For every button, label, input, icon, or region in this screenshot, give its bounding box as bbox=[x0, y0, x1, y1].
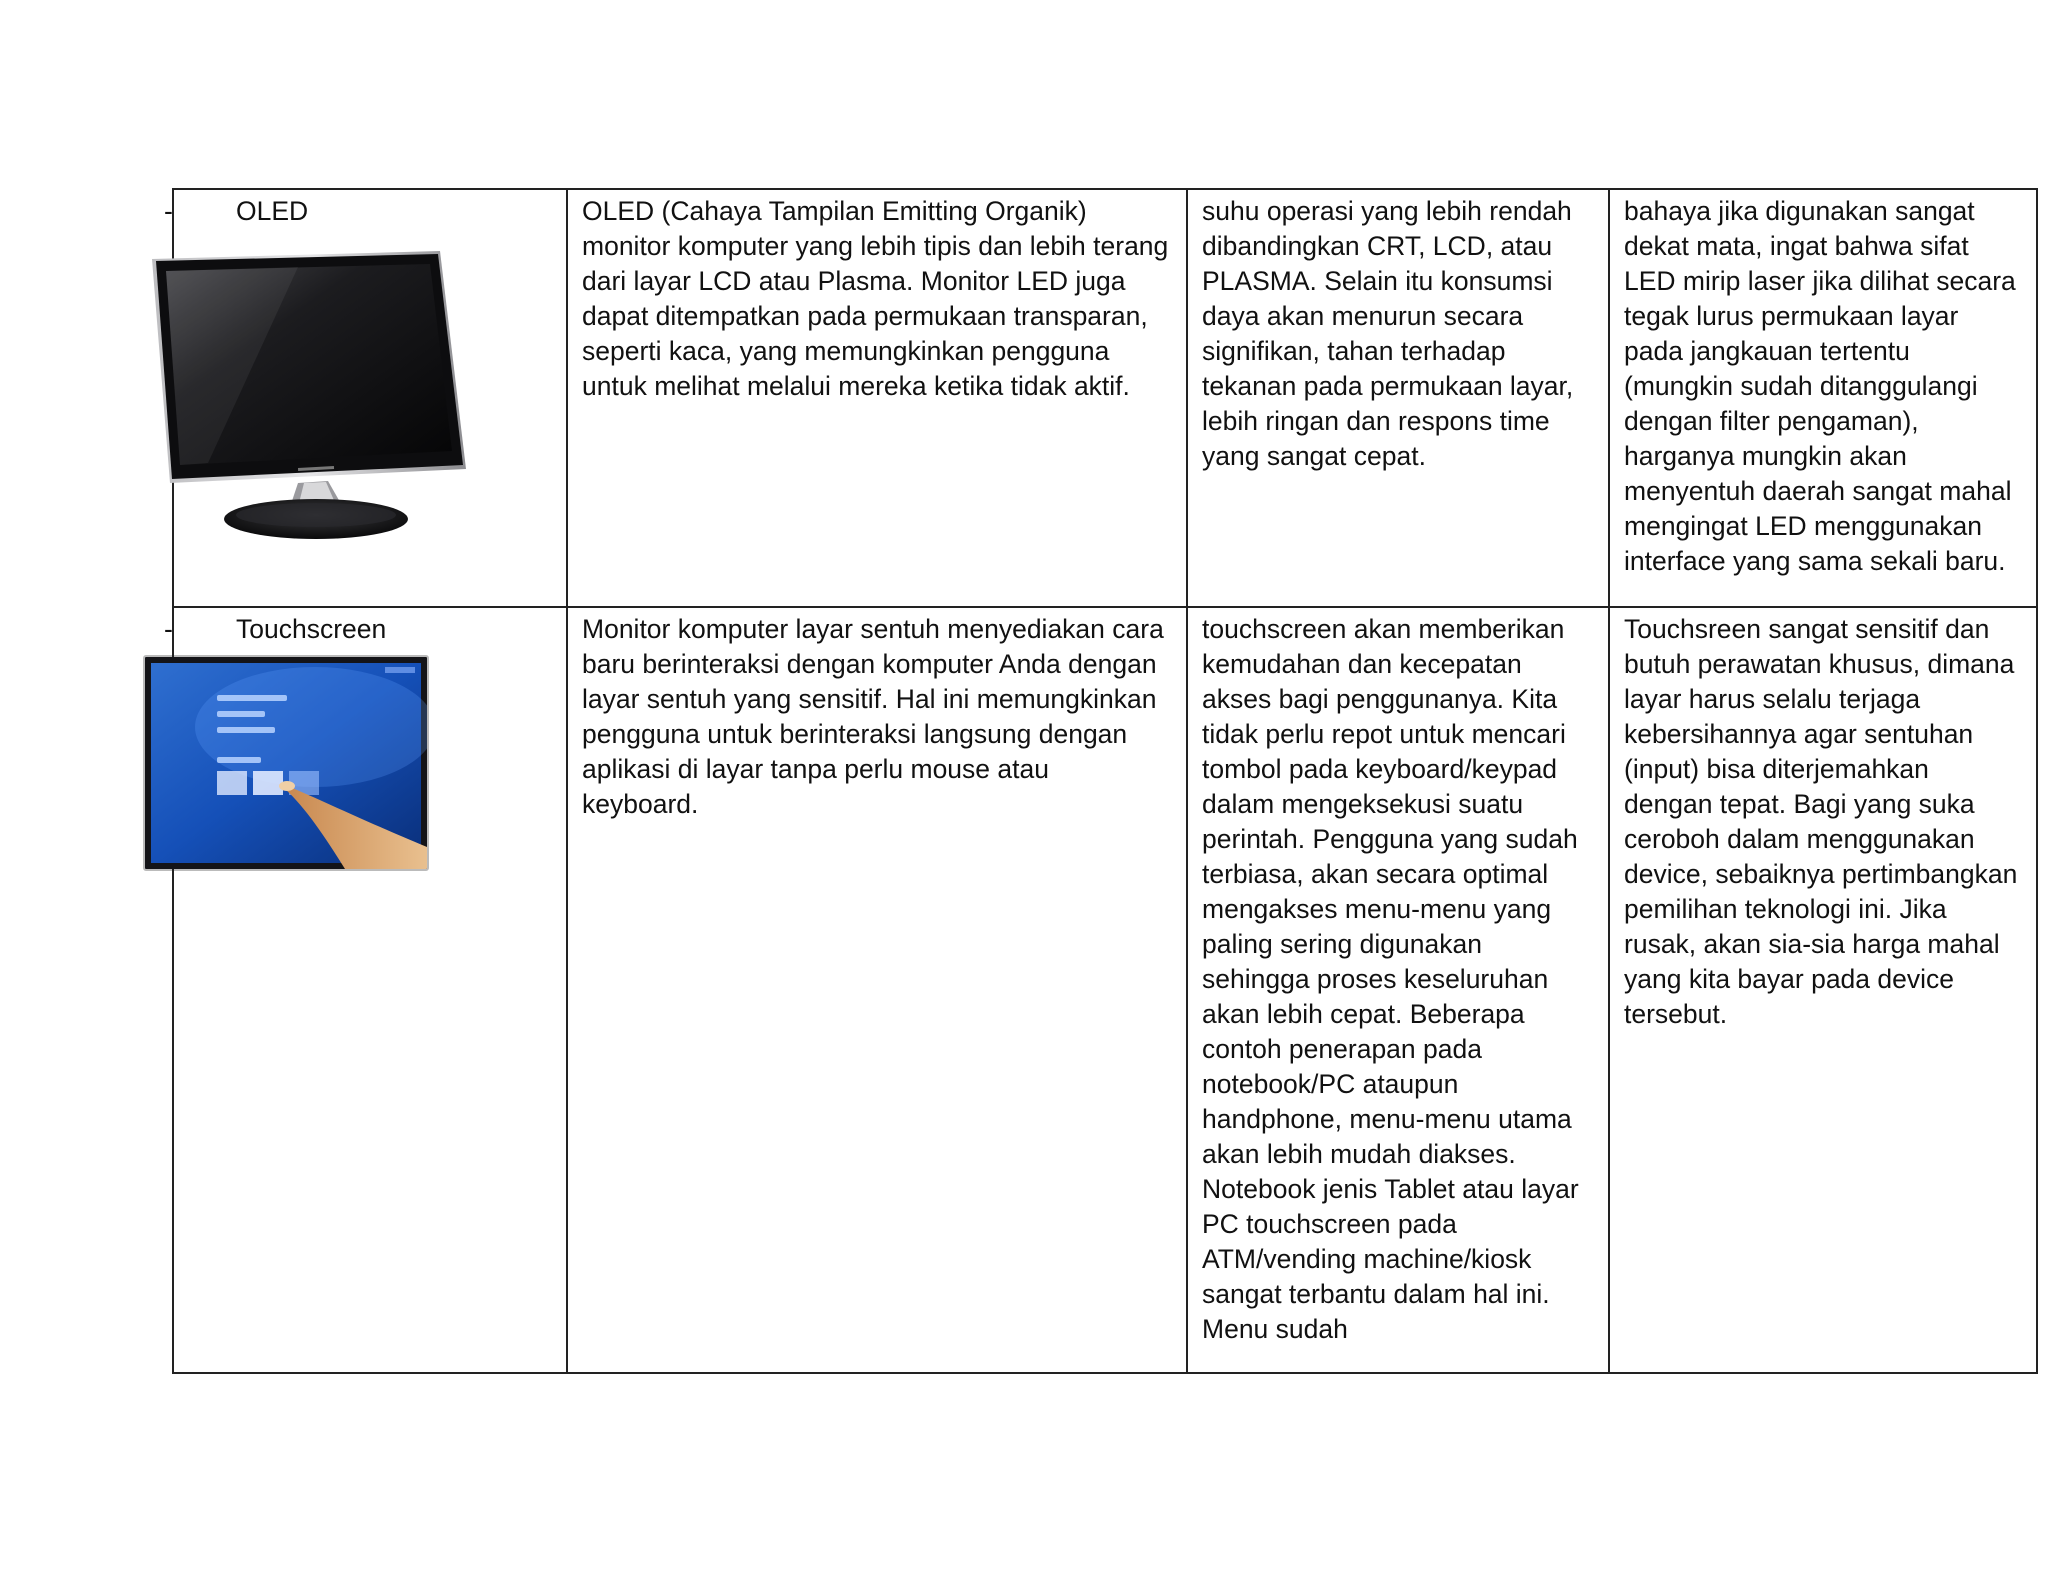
disadvantages-cell bbox=[1609, 607, 2037, 1373]
description-text: Monitor komputer layar sentuh menyediakan cara baru berinteraksi dengan komputer Anda dengan layar sentuh yang sensitif. Hal ini memungkinkan pengguna untuk berinteraksi langsung dengan aplikasi di layar tanpa perlu mouse atau keyboard. bbox=[582, 614, 1164, 819]
advantages-cell bbox=[1187, 607, 1609, 1373]
computer-monitor-icon bbox=[148, 247, 474, 545]
advantages-text: touchscreen akan memberikan kemudahan dan kecepatan akses bagi penggunanya. Kita tidak perlu repot untuk mencari tombol pada keyboard/keypad dalam mengeksekusi suatu perintah. Pengguna yang sudah terbiasa, akan secara optimal mengakses menu-menu yang paling sering digunakan sehingga proses keseluruhan akan lebih cepat. Beberapa contoh penerapan pada notebook/PC ataupun handphone, menu-menu utama akan lebih mudah diakses. Notebook jenis Tablet atau layar PC touchscreen pada ATM/vending machine/kiosk sangat terbantu dalam hal ini. Menu sudah bbox=[1202, 614, 1579, 1344]
list-dash: - bbox=[164, 196, 173, 226]
comparison-table bbox=[164, 188, 2038, 1374]
table-row-oled bbox=[173, 189, 2037, 607]
technology-cell bbox=[164, 607, 567, 1373]
technology-cell bbox=[164, 189, 567, 607]
description-cell bbox=[567, 189, 1187, 607]
technology-heading bbox=[164, 612, 552, 647]
touchscreen-photo-icon bbox=[143, 655, 429, 871]
technology-name: Touchscreen bbox=[236, 614, 387, 644]
table-row-touchscreen bbox=[173, 607, 2037, 1373]
technology-heading bbox=[164, 194, 552, 229]
advantages-text: suhu operasi yang lebih rendah dibandingkan CRT, LCD, atau PLASMA. Selain itu konsumsi daya akan menurun secara signifikan, tahan terhadap tekanan pada permukaan layar, lebih ringan dan respons time yang sangat cepat. bbox=[1202, 196, 1574, 471]
disadvantages-text: Touchsreen sangat sensitif dan butuh perawatan khusus, dimana layar harus selalu terjaga kebersihannya agar sentuhan (input) bisa diterjemahkan dengan tepat. Bagi yang suka ceroboh dalam menggunakan device, sebaiknya pertimbangkan pemilihan teknologi ini. Jika rusak, akan sia-sia harga mahal yang kita bayar pada device tersebut. bbox=[1624, 614, 2018, 1029]
disadvantages-text: bahaya jika digunakan sangat dekat mata, ingat bahwa sifat LED mirip laser jika dilihat secara tegak lurus permukaan layar pada jangkauan tertentu (mungkin sudah ditanggulangi dengan filter pengaman), harganya mungkin akan menyentuh daerah sangat mahal mengingat LED menggunakan interface yang sama sekali baru. bbox=[1624, 196, 2016, 576]
technology-name: OLED bbox=[236, 196, 309, 226]
description-text: OLED (Cahaya Tampilan Emitting Organik) monitor komputer yang lebih tipis dan lebih terang dari layar LCD atau Plasma. Monitor LED juga dapat ditempatkan pada permukaan transparan, seperti kaca, yang memungkinkan pengguna untuk melihat melalui mereka ketika tidak aktif. bbox=[582, 196, 1169, 401]
list-dash: - bbox=[164, 614, 173, 644]
disadvantages-cell bbox=[1609, 189, 2037, 607]
description-cell bbox=[567, 607, 1187, 1373]
advantages-cell bbox=[1187, 189, 1609, 607]
